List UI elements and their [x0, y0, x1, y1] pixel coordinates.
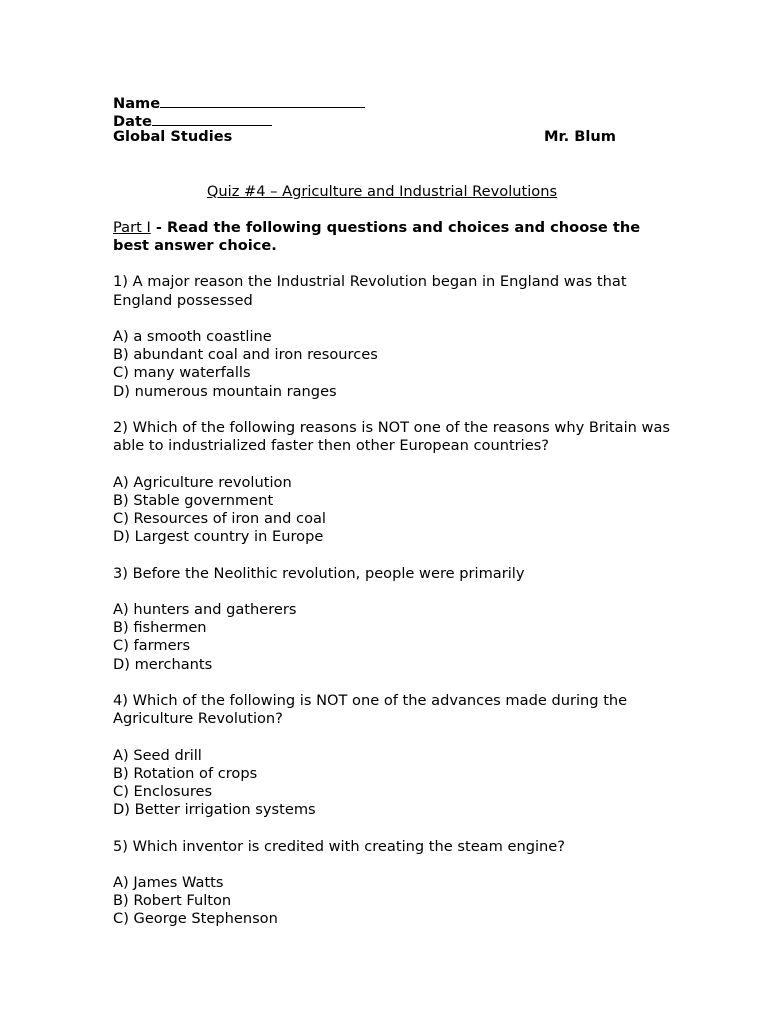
- date-label: Date: [113, 113, 152, 131]
- quiz-title: Quiz #4 – Agriculture and Industrial Revolutions: [206, 182, 558, 200]
- question-block: [113, 692, 673, 819]
- date-blank: [152, 110, 272, 126]
- question-block: [113, 565, 673, 674]
- name-label: Name: [113, 95, 161, 112]
- answer-choices: [113, 874, 673, 929]
- teacher-name: Mr. Blum: [544, 128, 616, 146]
- answer-choice: C) farmers: [113, 637, 191, 655]
- answer-choice: B) Stable government: [113, 491, 274, 509]
- date-field: [113, 110, 272, 131]
- answer-choice: D) numerous mountain ranges: [113, 382, 337, 400]
- course-row: [113, 128, 673, 146]
- date-row: [113, 110, 673, 131]
- question-block: [113, 273, 673, 400]
- question-text: 2) Which of the following reasons is NOT one of the reasons why Britain was able to industrialized faster then other European countries?: [113, 418, 671, 455]
- answer-choice: B) abundant coal and iron resources: [113, 346, 378, 364]
- question-text: 5) Which inventor is credited with creating the steam engine?: [113, 837, 565, 855]
- answer-choice: B) fishermen: [113, 619, 207, 637]
- answer-choice: A) hunters and gatherers: [113, 600, 297, 618]
- quiz-page: [113, 92, 673, 929]
- name-row: [113, 92, 673, 110]
- answer-choices: [113, 601, 673, 674]
- course-name: Global Studies: [113, 128, 233, 146]
- answer-choice: D) Better irrigation systems: [113, 801, 316, 819]
- question-block: [113, 419, 673, 546]
- name-field: [113, 92, 365, 110]
- answer-choice: C) George Stephenson: [113, 910, 278, 928]
- answer-choice: C) Enclosures: [113, 782, 213, 800]
- answer-choice: A) Agriculture revolution: [113, 473, 292, 491]
- answer-choices: [113, 474, 673, 547]
- question-text: 4) Which of the following is NOT one of the advances made during the Agriculture Revolution?: [113, 691, 628, 728]
- question-list: [113, 273, 673, 928]
- name-blank: [160, 92, 365, 108]
- part-instruction-text: - Read the following questions and choices and choose the best answer choice.: [113, 218, 641, 254]
- question-text: 3) Before the Neolithic revolution, people were primarily: [113, 564, 525, 582]
- answer-choice: C) Resources of iron and coal: [113, 509, 326, 527]
- part-label: Part I: [113, 218, 151, 236]
- answer-choice: A) Seed drill: [113, 746, 202, 764]
- answer-choice: C) many waterfalls: [113, 364, 251, 382]
- answer-choice: D) merchants: [113, 655, 213, 673]
- answer-choice: A) James Watts: [113, 873, 224, 891]
- answer-choice: D) Largest country in Europe: [113, 528, 324, 546]
- question-text: 1) A major reason the Industrial Revolution began in England was that England possessed: [113, 273, 627, 309]
- answer-choices: [113, 328, 673, 401]
- answer-choices: [113, 747, 673, 820]
- answer-choice: B) Robert Fulton: [113, 892, 232, 910]
- answer-choice: A) a smooth coastline: [113, 327, 272, 345]
- answer-choice: B) Rotation of crops: [113, 764, 258, 782]
- question-block: [113, 838, 673, 929]
- title-wrap: [113, 183, 651, 201]
- part-instructions: [113, 219, 673, 255]
